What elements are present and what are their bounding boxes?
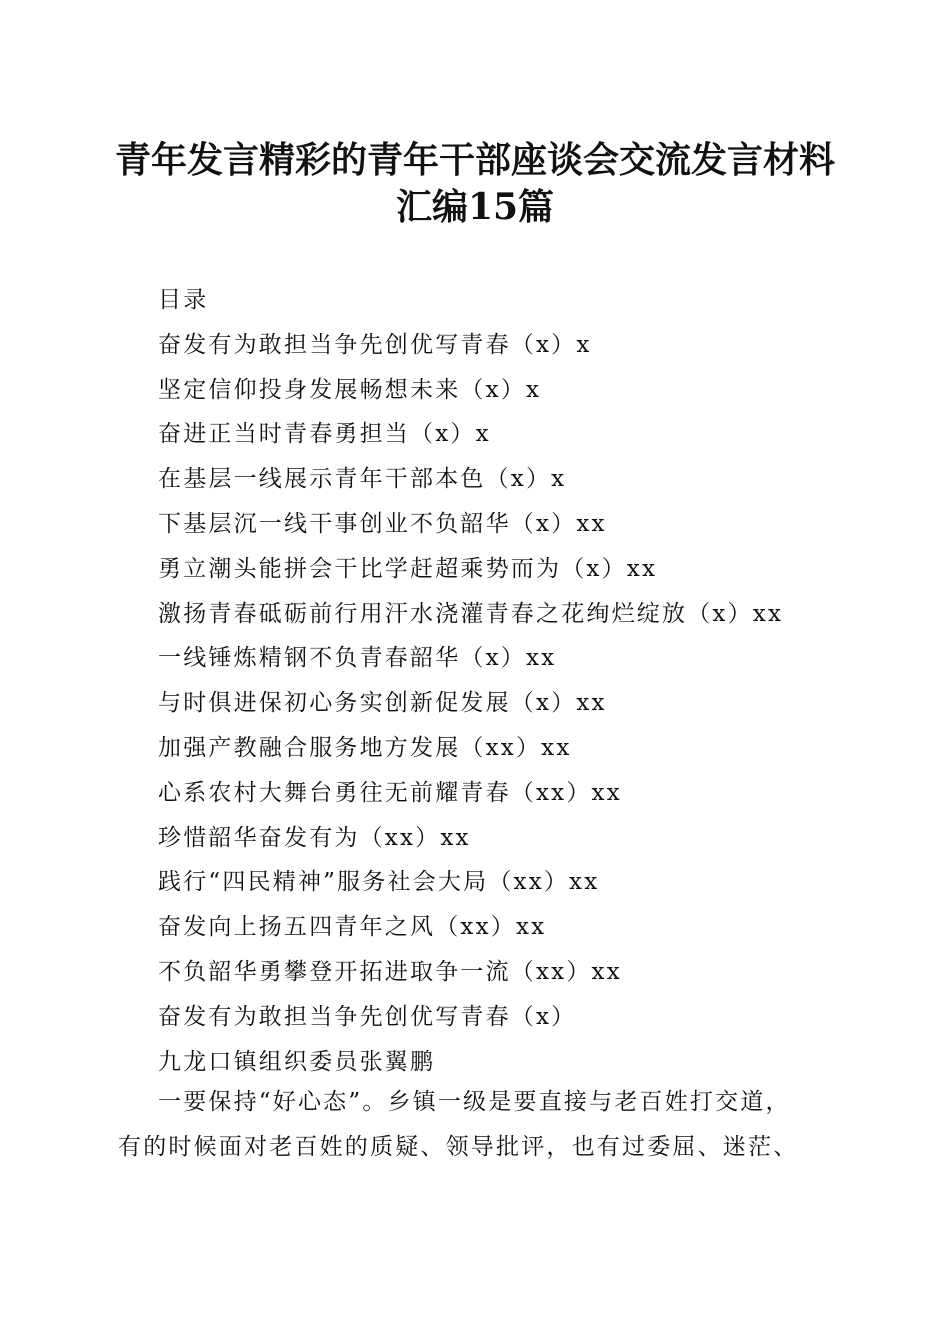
toc-item: 奋发有为敢担当争先创优写青春（x）x (158, 331, 592, 358)
toc-item: 加强产教融合服务地方发展（xx）xx (158, 734, 572, 761)
toc-item: 勇立潮头能拼会干比学赶超乘势而为（x）xx (158, 555, 658, 582)
toc-item: 珍惜韶华奋发有为（xx）xx (158, 824, 471, 851)
document-title-line-1: 青年发言精彩的青年干部座谈会交流发言材料 (114, 139, 835, 181)
paragraph-line: 一要保持“好心态”。乡镇一级是要直接与老百姓打交道， (158, 1089, 791, 1115)
toc-item: 下基层沉一线干事创业不负韶华（x）xx (158, 510, 607, 537)
paragraph-line: 有的时候面对老百姓的质疑、领导批评，也有过委屈、迷茫、 (118, 1134, 799, 1160)
toc-item: 坚定信仰投身发展畅想未来（x）x (158, 376, 542, 403)
toc-item: 不负韶华勇攀登开拓进取争一流（xx）xx (158, 958, 622, 985)
toc-item: 奋进正当时青春勇担当（x）x (158, 421, 491, 448)
toc-item: 在基层一线展示青年干部本色（x）x (158, 466, 567, 493)
toc-item: 与时俱进保初心务实创新促发展（x）xx (158, 690, 607, 717)
toc-item: 奋发向上扬五四青年之风（xx）xx (158, 914, 547, 941)
toc-item: 一线锤炼精钢不负青春韶华（x）xx (158, 645, 557, 672)
section-title: 奋发有为敢担当争先创优写青春（x） (158, 1003, 577, 1030)
author-line: 九龙口镇组织委员张翼鹏 (158, 1048, 436, 1075)
toc-heading: 目录 (158, 287, 209, 313)
document-title-line-2: 汇编15篇 (395, 186, 555, 228)
toc-item: 激扬青春砥砺前行用汗水浇灌青春之花绚烂绽放（x）xx (158, 600, 784, 627)
toc-item: 心系农村大舞台勇往无前耀青春（xx）xx (158, 779, 622, 806)
toc-item: 践行“四民精神”服务社会大局（xx）xx (158, 869, 600, 896)
table-of-contents (158, 278, 858, 1084)
